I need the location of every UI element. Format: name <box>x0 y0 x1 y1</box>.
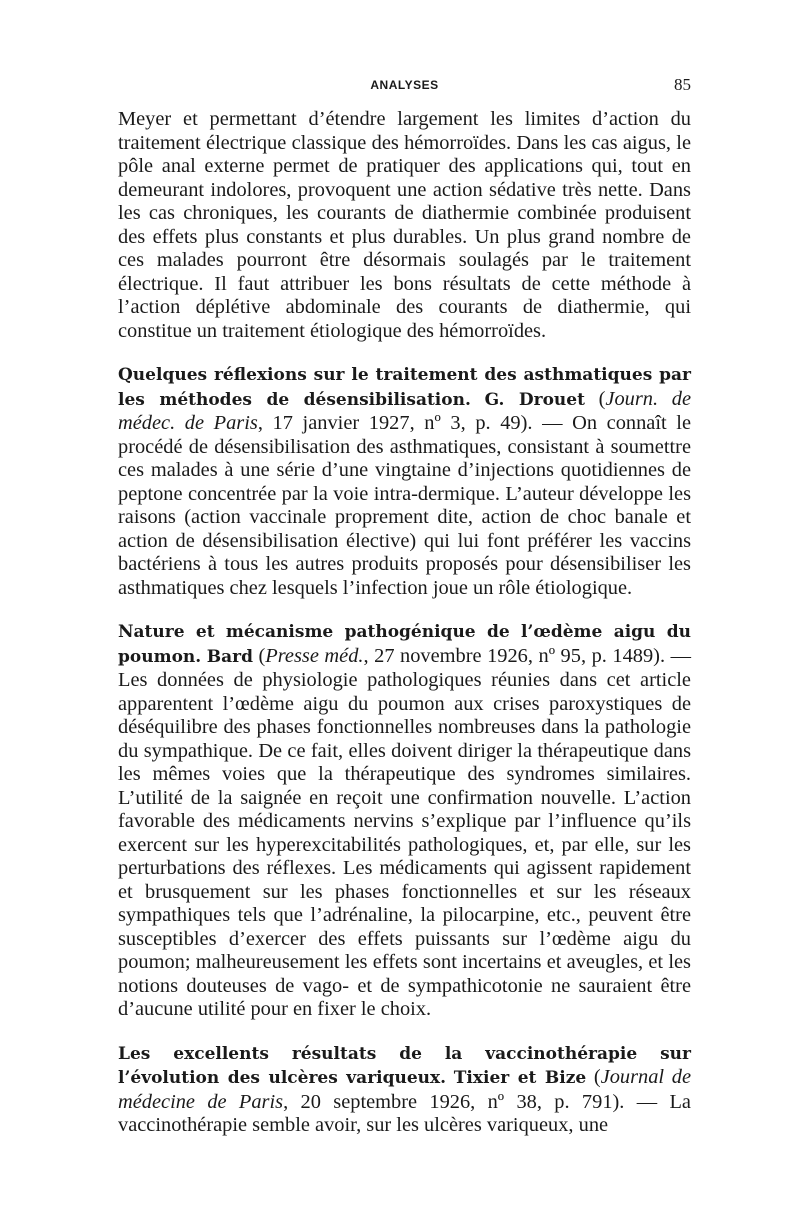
entry-1 <box>118 363 691 600</box>
entry-title: Les excellents résultats de la vaccinothérapie sur l’évolution des ulcères variqueux. <box>118 1043 691 1088</box>
entry-title: Nature et mécanisme pathogénique de l’œdème aigu du poumon. <box>118 622 691 667</box>
entry-ref-rest: , 20 septembre 1926, nº 38, p. 791). <box>283 1090 625 1113</box>
entry-journal: Presse méd. <box>265 644 364 667</box>
intro-paragraph: Meyer et permettant d’étendre largement les limites d’action du traitement électrique classique des hémorroïdes. Dans les cas aigus, le pôle anal externe permet de pratiquer des applications qui, tout en demeurant indolores, provoquent une action sédative très nette. Dans les cas chroniques, les courants de diathermie combinée produisent des effets plus constants et plus durables. Un plus grand nombre de ces malades pourront être désormais soulagés par le traitement électrique. Il faut attribuer les bons résultats de cette méthode à l’action déplétive abdominale des courants de diathermie, qui constitue un traitement étiologique des hémorroïdes. <box>118 108 691 342</box>
entry-ref-open: ( <box>252 644 266 667</box>
article-body <box>118 108 691 1138</box>
page-number: 85 <box>674 75 691 94</box>
entry-ref-rest: , 27 novembre 1926, nº 95, p. 1489). <box>363 644 666 667</box>
entry-2 <box>118 620 691 1022</box>
entry-text: — Les données de physiologie pathologiques réunies dans cet article apparentent l’œdème aigu du poumon aux crises paroxystiques de déséquilibre des phases fonctionnelles nombreuses dans la pathologie du sympathique. De ce fait, elles doivent diriger la thérapeutique dans les mêmes voies que la thérapeutique des syndromes similaires. L’utilité de la saignée en reçoit une confirmation nouvelle. L’action favorable des médicaments nervins s’explique par l’influence qu’ils exercent sur les hyperexcitabilités pathologiques, et, par elle, sur les perturbations des réflexes. Les médicaments qui agissent rapidement et brusquement sur les phases fonctionnelles et sur les réseaux sympathiques tels que l’adrénaline, la pilocarpine, etc., peuvent être susceptibles d’exercer des effets puissants sur l’œdème aigu du poumon; malheureusement les effets sont incertains et aveugles, et les notions douteuses de vago- et de sympathicotonie ne sauraient être d’aucune utilité pour en fixer le choix. <box>118 644 691 1020</box>
entry-text: — On connaît le procédé de désensibilisation des asthmatiques, consistant à soumettre ces malades à une série d’une vingtaine d’injections quotidiennes de peptone concentrée par la voie intra-dermique. L’auteur développe les raisons (action vaccinale proprement dite, action de choc banale et action de désensibilisation élective) qui lui font préférer les vaccins bactériens à tous les autres produits proposés pour désensibiliser les asthmatiques chez lesquels l’infection joue un rôle étiologique. <box>118 412 692 599</box>
entry-author: G. Drouet <box>484 389 585 410</box>
entry-3 <box>118 1042 691 1138</box>
entry-author: Bard <box>206 646 253 667</box>
running-head-title: ANALYSES <box>370 78 439 92</box>
entry-ref-rest: , 17 janvier 1927, nº 3, p. 49). <box>257 412 533 434</box>
entry-ref-open: ( <box>586 1066 601 1088</box>
entry-journal: Journ. de médec. de Paris <box>118 387 692 434</box>
entry-text: — La vaccinothérapie semble avoir, sur les ulcères variqueux, une <box>118 1090 691 1136</box>
entry-journal: Journal de médecine de Paris <box>118 1066 691 1113</box>
running-head <box>118 75 691 98</box>
entry-author: Tixier et Bize <box>453 1068 587 1088</box>
entry-ref-open: ( <box>584 387 606 410</box>
entry-title: Quelques réflexions sur le traitement des asthmatiques par les méthodes de désensibilisation. <box>118 365 691 410</box>
